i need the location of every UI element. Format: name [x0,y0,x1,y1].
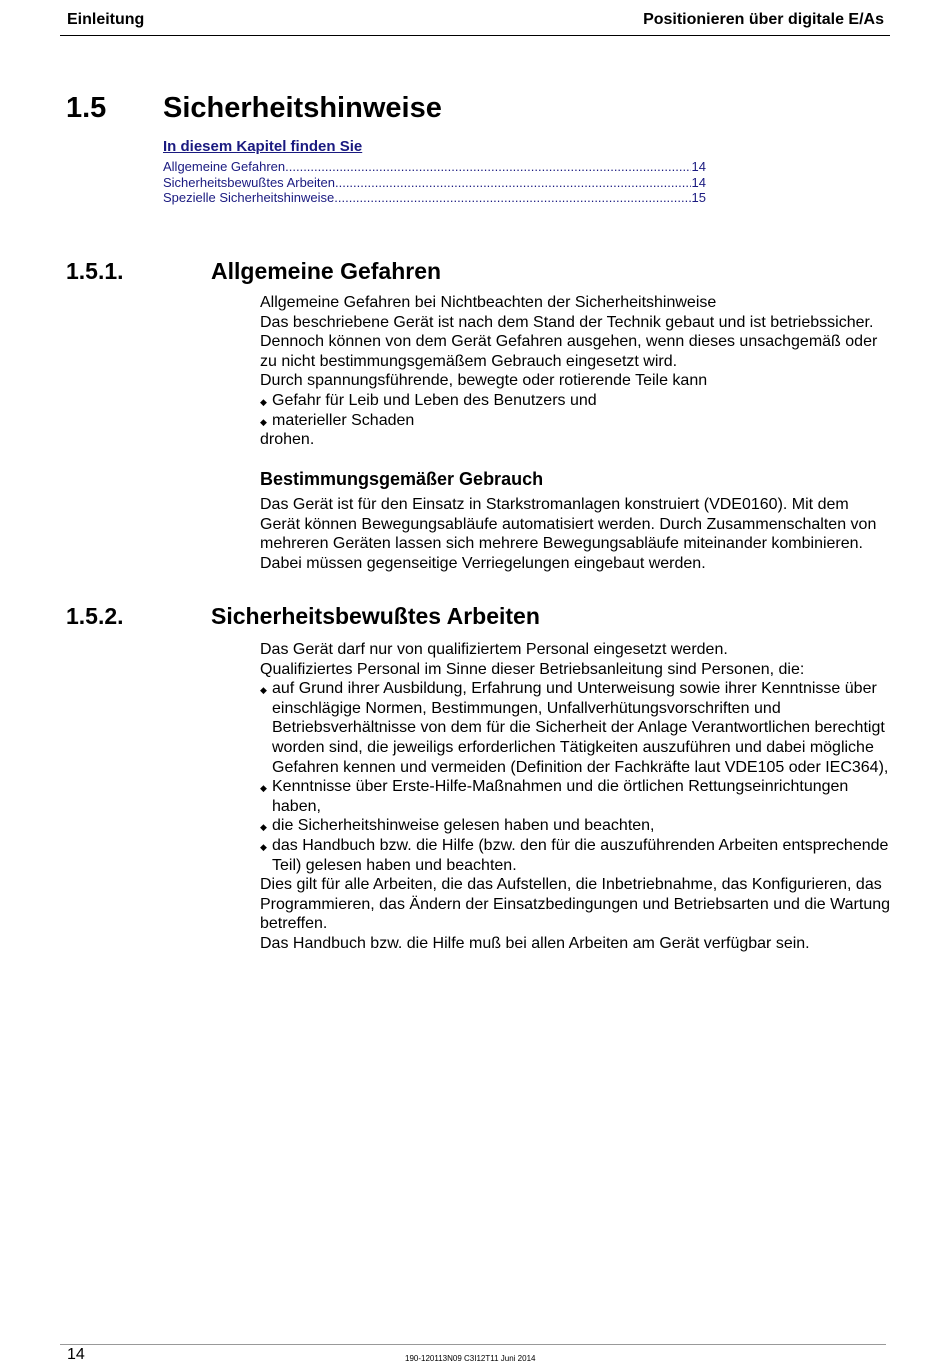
paragraph: Durch spannungsführende, bewegte oder rotierende Teile kann [260,372,708,390]
toc-item-allgemeine-gefahren[interactable] [163,159,706,175]
bullet-list [260,679,890,875]
subsection-body-gebrauch [260,495,890,573]
list-item: ◆ auf Grund ihrer Ausbildung, Erfahrung und Unterweisung sowie ihrer Kenntnisse über einschlägige Normen, Bestimmungen, Unfallverhütungsvorschriften und Betriebsverhältnisse von dem für die Sicherheit der Anlage Verantwortlichen berechtigt worden sind, die jeweiligs erforderlichen Tätigkeiten auszuführen und dabei mögliche Gefahren kennen und vermeiden (Definition der Fachkräfte laut VDE105 oder IEC364), [260,679,890,777]
toc-leader-dots [285,159,690,175]
toc-item-sicherheitsbewusstes-arbeiten[interactable] [163,175,706,191]
toc-item-page: 14 [691,159,706,174]
subsection-body-allgemeine-gefahren [260,293,890,450]
paragraph: Das Gerät ist für den Einsatz in Starkstromanlagen konstruiert (VDE0160). Mit dem Gerät können Bewegungsabläufe automatisiert werden. Durch Zusammenschalten von mehreren Geräten lassen sich mehrere Bewegungsabläufe miteinander kombinieren. Dabei müssen gegenseitige Verriegelungen eingebaut werden. [260,496,877,572]
page-header-right: Positionieren über digitale E/As [643,11,884,28]
subsection-heading-allgemeine-gefahren [66,258,441,285]
toc-item-spezielle-sicherheitshinweise[interactable] [163,190,706,206]
page-header-left: Einleitung [67,11,145,28]
section-title: Sicherheitshinweise [163,92,442,124]
paragraph: Allgemeine Gefahren bei Nichtbeachten der Sicherheitshinweise [260,294,717,311]
subsection-body-sicherheitsbewusstes-arbeiten [260,640,890,954]
bullet-list [260,391,890,430]
toc-item-label: Spezielle Sicherheitshinweise [163,190,335,206]
paragraph: Dies gilt für alle Arbeiten, die das Aufstellen, die Inbetriebnahme, das Konfigurieren, das Programmieren, das Ändern der Einsatzbedingungen und Betriebsarten und die Wartung betreffen. [260,876,891,933]
paragraph: drohen. [260,431,315,449]
page-number: 14 [67,1346,85,1363]
section-number: 1.5 [66,92,107,124]
toc-item-page: 14 [691,174,706,190]
toc-title: In diesem Kapitel finden Sie [163,138,363,155]
subsection-heading-sicherheitsbewusstes-arbeiten [66,603,540,630]
subsection-title: Allgemeine Gefahren [211,258,442,284]
list-item: ◆ materieller Schaden [260,411,890,431]
toc-leader-dots [334,190,690,206]
paragraph: Das Handbuch bzw. die Hilfe muß bei allen Arbeiten am Gerät verfügbar sein. [260,934,810,952]
subsection-number: 1.5.1. [66,258,124,284]
toc-leader-dots [335,175,691,191]
subsection-number: 1.5.2. [66,603,124,629]
list-item: ◆ die Sicherheitshinweise gelesen haben und beachten, [260,816,890,836]
toc-item-page: 15 [691,190,706,206]
section-heading [66,92,442,125]
chapter-toc [163,138,706,206]
list-item: ◆ Gefahr für Leib und Leben des Benutzers und [260,391,890,411]
header-rule [60,35,890,36]
subsection-title: Sicherheitsbewußtes Arbeiten [211,603,540,629]
footer-rule [60,1344,886,1345]
subheading-bestimmungsgemaesser-gebrauch: Bestimmungsgemäßer Gebrauch [260,469,544,489]
list-item: ◆ das Handbuch bzw. die Hilfe (bzw. den für die auszuführenden Arbeiten entsprechende Teil) gelesen haben und beachten. [260,836,890,875]
document-code: 190-120113N09 C3I12T11 Juni 2014 [405,1354,536,1363]
toc-item-label: Sicherheitsbewußtes Arbeiten [163,174,335,190]
toc-item-label: Allgemeine Gefahren [163,159,286,174]
paragraph: Das beschriebene Gerät ist nach dem Stand der Technik gebaut und ist betriebssicher. Dennoch können von dem Gerät Gefahren ausgehen, wenn dieses unsachgemäß oder zu nicht bestimmungsgemäßem Gebrauch eingesetzt wird. [260,313,878,370]
paragraph: Das Gerät darf nur von qualifiziertem Personal eingesetzt werden. [260,641,728,658]
paragraph: Qualifiziertes Personal im Sinne dieser Betriebsanleitung sind Personen, die: [260,660,805,678]
list-item: ◆ Kenntnisse über Erste-Hilfe-Maßnahmen und die örtlichen Rettungseinrichtungen haben, [260,777,890,816]
